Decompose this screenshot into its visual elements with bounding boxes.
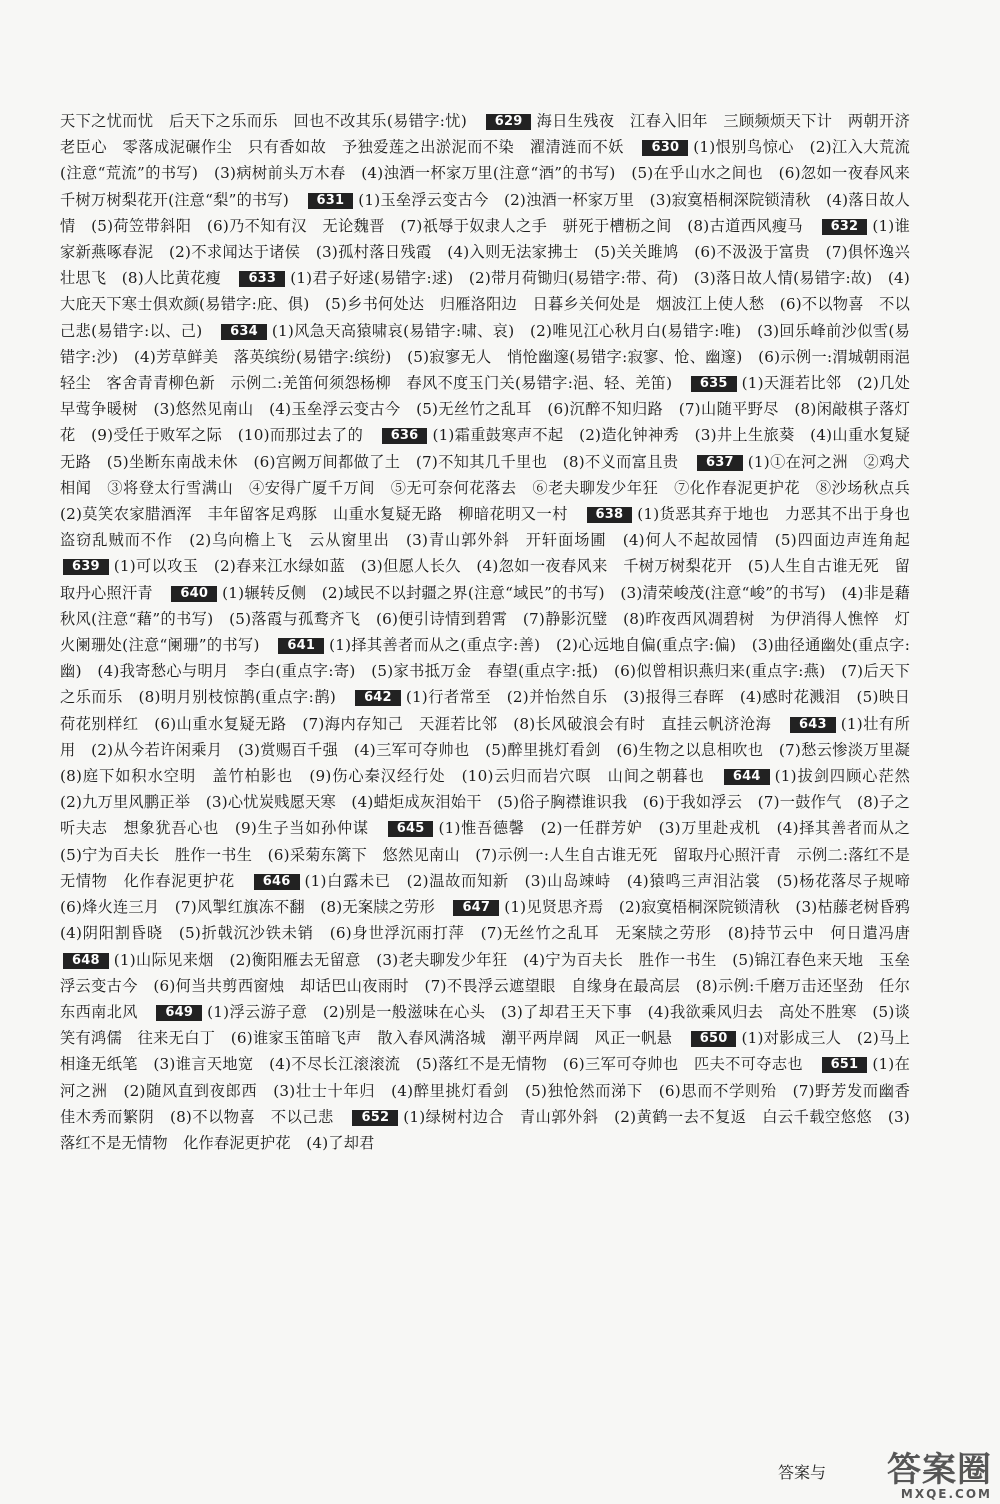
answer-text: (1)玉垒浮云变古今 (2)浊酒一杯家万里 (3)寂寞梧桐深院锁清秋 (4)落日故人情 (5)荷笠带斜阳 (6)乃不知有汉 无论魏晋 (7)祇辱于奴隶人之手 骈死于槽枥之间 (8)古道西风瘦马 bbox=[60, 190, 911, 235]
answer-text: (1)①在河之洲 ②鸡犬相闻 ③将登太行雪满山 ④安得广厦千万间 ⑤无可奈何花落去 ⑥老夫聊发少年狂 ⑦化作春泥更护花 ⑧沙场秋点兵 (2)莫笑农家腊酒浑 丰年留客足鸡豚 山重水复疑无路 柳暗花明又一村 bbox=[60, 452, 926, 524]
answer-text: (1)谁家新燕啄春泥 (2)不求闻达于诸侯 (3)孤村落日残霞 (4)入则无法家拂士 (5)关关雎鸠 (6)不汲汲于富贵 (7)俱怀逸兴壮思飞 (8)人比黄花瘦 bbox=[60, 216, 910, 288]
question-number-badge: 634 bbox=[221, 324, 267, 340]
question-number-badge: 632 bbox=[822, 219, 868, 235]
question-number-badge: 637 bbox=[697, 455, 743, 471]
answer-text: (1)风急天高猿啸哀(易错字:啸、哀) (2)唯见江心秋月白(易错字:唯) (3)回乐峰前沙似雪(易错字:沙) (4)芳草鲜美 落英缤纷(易错字:缤纷) (5)寂寥无人 悄怆幽邃(易错字:寂寥、怆、幽邃) (6)示例一:渭城朝雨浥轻尘 客舍青青柳色新 示例二:羌笛何须怨杨柳 春风不度玉门关(易错字:浥、轻、羌笛) bbox=[60, 321, 911, 393]
answer-text: (1)惟吾德馨 (2)一任群芳妒 (3)万里赴戎机 (4)择其善者而从之 (5)宁为百夫长 胜作一书生 (6)采菊东篱下 悠然见南山 (7)示例一:人生自古谁无死 留取丹心照汗青 示例二:落红不是无情物 化作春泥更护花 bbox=[60, 819, 926, 890]
answer-text: (1)择其善者而从之(重点字:善) (2)心远地自偏(重点字:偏) (3)曲径通幽处(重点字:幽) (4)我寄愁心与明月 李白(重点字:寄) (5)家书抵万金 春望(重点字:抵) (6)似曾相识燕归来(重点字:燕) (7)后天下之乐而乐 (8)明月别枝惊鹊(重点字:鹊) bbox=[60, 636, 911, 707]
question-number-badge: 636 bbox=[382, 428, 428, 444]
answer-text: 海日生残夜 江春入旧年 三顾频烦天下计 两朝开济老臣心 零落成泥碾作尘 只有香如故 予独爱莲之出淤泥而不染 濯清涟而不妖 bbox=[60, 112, 910, 157]
answer-text: (1)行者常至 (2)并怡然自乐 (3)报得三春晖 (4)感时花溅泪 (5)映日荷花别样红 (6)山重水复疑无路 (7)海内存知己 天涯若比邻 (8)长风破浪会有时 直挂云帆济沧海 bbox=[60, 688, 910, 733]
answer-text: (1)山际见来烟 (2)衡阳雁去无留意 (3)老夫聊发少年狂 (4)宁为百夫长 胜作一书生 (5)锦江春色来天地 玉垒浮云变古今 (6)何当共剪西窗烛 却话巴山夜雨时 (7)不畏浮云遮望眼 自缘身在最高层 (8)示例:千磨万击还坚劲 任尔东西南北风 bbox=[60, 950, 910, 1021]
answer-text: (1)可以攻玉 (2)春来江水绿如蓝 (3)但愿人长久 (4)忽如一夜春风来 千树万树梨花开 (5)人生自古谁无死 留取丹心照汗青 bbox=[60, 557, 910, 602]
question-number-badge: 631 bbox=[308, 193, 354, 209]
question-number-badge: 630 bbox=[642, 140, 688, 156]
footer-label: 答案与 bbox=[778, 1463, 827, 1482]
question-number-badge: 629 bbox=[486, 114, 532, 130]
page-footer bbox=[770, 1448, 1000, 1504]
question-number-badge: 648 bbox=[63, 953, 109, 969]
question-number-badge: 650 bbox=[691, 1031, 737, 1047]
site-watermark bbox=[887, 1452, 992, 1500]
question-number-badge: 635 bbox=[691, 376, 737, 392]
answer-text: (1)货恶其弃于地也 力恶其不出于身也 盗窃乱贼而不作 (2)乌向檐上飞 云从窗里出 (3)青山郭外斜 开轩面场圃 (4)何人不起故园情 (5)四面边声连角起 bbox=[60, 505, 926, 550]
question-number-badge: 647 bbox=[453, 900, 499, 916]
answer-text: (1)壮有所用 (2)从今若许闲乘月 (3)赏赐百千强 (4)三军可夺帅也 (5)醉里挑灯看剑 (6)生物之以息相吹也 (7)愁云惨淡万里凝 (8)庭下如积水空明 盖竹柏影也 (9)伤心秦汉经行处 (10)云归而岩穴暝 山间之朝暮也 bbox=[60, 714, 926, 786]
question-number-badge: 643 bbox=[790, 717, 836, 733]
answer-text: (1)辗转反侧 (2)域民不以封疆之界(注意“域民”的书写) (3)清荣峻茂(注意“峻”的书写) (4)非是藉秋风(注意“藉”的书写) (5)落霞与孤鹜齐飞 (6)便引诗情到碧霄 (7)静影沉璧 (8)昨夜西风凋碧树 为伊消得人憔悴 灯火阑珊处(注意“阑珊”的书写) bbox=[60, 583, 911, 655]
watermark-logo-text: 答案圈 bbox=[887, 1450, 992, 1490]
question-number-badge: 652 bbox=[352, 1110, 398, 1126]
answer-text: (1)白露未已 (2)温故而知新 (3)山岛竦峙 (4)猿鸣三声泪沾裳 (5)杨花落尽子规啼 (6)烽火连三月 (7)风掣红旗冻不翻 (8)无案牍之劳形 bbox=[60, 871, 926, 917]
answer-text: (1)天涯若比邻 (2)几处早莺争暖树 (3)悠然见南山 (4)玉垒浮云变古今 (5)无丝竹之乱耳 (6)沉醉不知归路 (7)山随平野尽 (8)闲敲棋子落灯花 (9)受任于败军之际 (10)而那过去了的 bbox=[60, 374, 911, 445]
answer-text: (1)君子好逑(易错字:逑) (2)带月荷锄归(易错字:带、荷) (3)落日故人情(易错字:故) (4)大庇天下寒士俱欢颜(易错字:庇、俱) (5)乡书何处达 归雁洛阳边 日暮乡关何处是 烟波江上使人愁 (6)不以物喜 不以己悲(易错字:以、己) bbox=[60, 269, 911, 340]
question-number-badge: 642 bbox=[355, 690, 401, 706]
answer-text: (1)见贤思齐焉 (2)寂寞梧桐深院锁清秋 (3)枯藤老树昏鸦 (4)阴阳割昏晓 (5)折戟沉沙铁未销 (6)身世浮沉雨打萍 (7)无丝竹之乱耳 无案牍之劳形 (8)持节云中 何日遣冯唐 bbox=[60, 898, 926, 943]
question-number-badge: 641 bbox=[278, 638, 324, 654]
answer-text-block bbox=[60, 108, 926, 1156]
answer-text: (1)恨别鸟惊心 (2)江入大荒流(注意“荒流”的书写) (3)病树前头万木春 (4)浊酒一杯家万里(注意“酒”的书写) (5)在乎山水之间也 (6)忽如一夜春风来 千树万树梨花开(注意“梨”的书写) bbox=[60, 138, 926, 209]
question-number-badge: 633 bbox=[239, 271, 285, 287]
answer-text: 天下之忧而忧 后天下之乐而乐 回也不改其乐(易错字:忧) bbox=[60, 112, 467, 130]
answer-text: (1)在河之洲 (2)随风直到夜郎西 (3)壮士十年归 (4)醉里挑灯看剑 (5)独怆然而涕下 (6)思而不学则殆 (7)野芳发而幽香 佳木秀而繁阴 (8)不以物喜 不以己悲 bbox=[60, 1055, 926, 1126]
question-number-badge: 651 bbox=[822, 1057, 868, 1073]
watermark-url: MXQE.COM bbox=[900, 1487, 992, 1501]
answer-text: (1)拔剑四顾心茫然 (2)九万里风鹏正举 (3)心忧炭贱愿天寒 (4)蜡炬成灰泪始干 (5)俗子胸襟谁识我 (6)于我如浮云 (7)一鼓作气 (8)子之听夫志 想象犹吾心也 (9)生子当如孙仲谋 bbox=[60, 767, 926, 838]
question-number-badge: 646 bbox=[254, 874, 300, 890]
answer-text: (1)霜重鼓寒声不起 (2)造化钟神秀 (3)井上生旅葵 (4)山重水复疑无路 (5)坐断东南战未休 (6)宫阙万间都做了土 (7)不知其几千里也 (8)不义而富且贵 bbox=[60, 426, 910, 471]
answer-text: (1)浮云游子意 (2)别是一般滋味在心头 (3)了却君王天下事 (4)我欲乘风归去 高处不胜寒 (5)谈笑有鸿儒 往来无白丁 (6)谁家玉笛暗飞声 散入春风满洛城 潮平两岸阔 风正一帆悬 bbox=[60, 1002, 911, 1048]
question-number-badge: 644 bbox=[724, 769, 770, 785]
question-number-badge: 639 bbox=[63, 559, 109, 575]
question-number-badge: 649 bbox=[156, 1005, 202, 1021]
question-number-badge: 645 bbox=[388, 821, 434, 837]
question-number-badge: 638 bbox=[587, 507, 633, 523]
answer-text: (1)绿树村边合 青山郭外斜 (2)黄鹤一去不复返 白云千载空悠悠 (3)落红不是无情物 化作春泥更护花 (4)了却君 bbox=[60, 1107, 910, 1152]
question-number-badge: 640 bbox=[171, 586, 217, 602]
answer-text: (1)对影成三人 (2)马上相逢无纸笔 (3)谁言天地宽 (4)不尽长江滚滚流 (5)落红不是无情物 (6)三军可夺帅也 匹夫不可夺志也 bbox=[60, 1029, 911, 1074]
